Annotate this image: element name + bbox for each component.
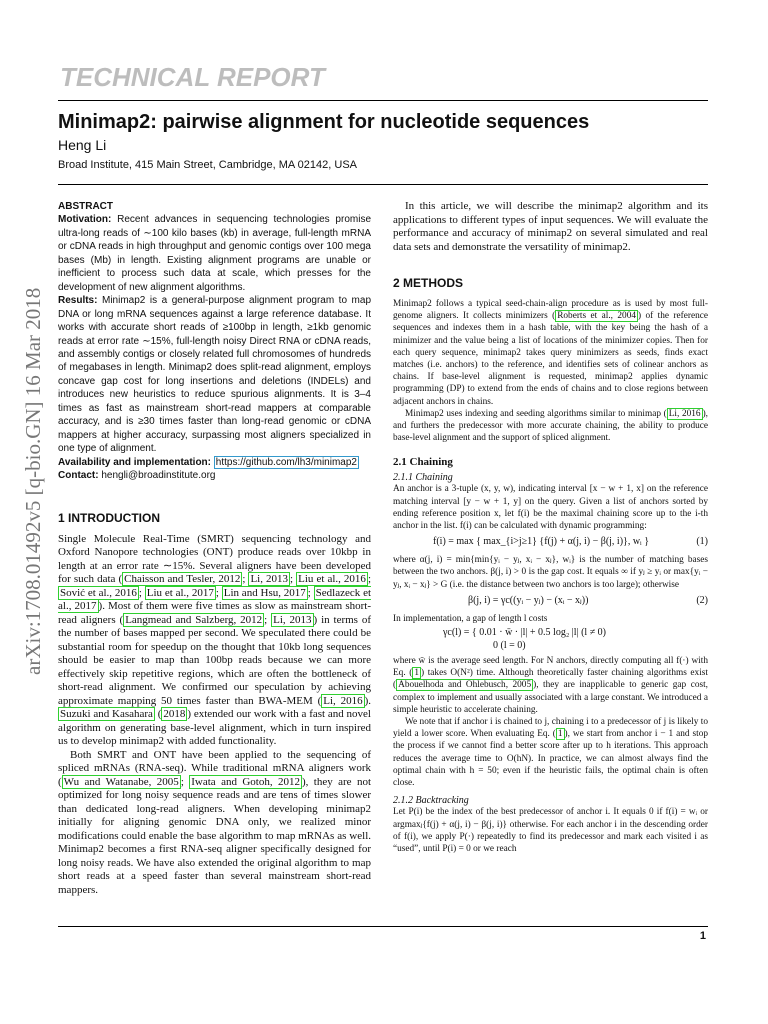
paper-title: Minimap2: pairwise alignment for nucleotide sequences	[58, 111, 590, 133]
page-number: 1	[699, 930, 706, 942]
abstract-results	[58, 294, 371, 455]
citation-link[interactable]: Langmead and Salzberg, 2012	[125, 613, 263, 626]
section-2-1-2-heading: 2.1.2 Backtracking	[393, 795, 469, 807]
right-intro-paragraph: In this article, we will describe the minimap2 algorithm and its applications to different types of input sequences. We will evaluate the performance and accuracy of minimap2 on several simulated and real data sets and demonstrate the versatility of minimap2.	[393, 200, 708, 253]
author-name: Heng Li	[58, 137, 107, 153]
citation-link[interactable]: Li, 2013	[273, 613, 312, 626]
citation-link[interactable]: Liu et al., 2017	[146, 586, 214, 599]
introduction-heading: 1 INTRODUCTION	[58, 510, 160, 525]
abstract-heading: ABSTRACT	[58, 201, 113, 212]
citation-link[interactable]: Iwata and Gotoh, 2012	[191, 775, 300, 788]
right-column	[393, 200, 708, 855]
citation-link[interactable]: Chaisson and Tesler, 2012	[124, 573, 241, 586]
left-column	[58, 200, 371, 897]
results-text: Minimap2 is a general-purpose alignment program to map DNA or long mRNA sequences against a large reference database. It works with accurate short reads of ≥100bp in length, ≥1kb genomic reads at error rate ∼15%, full-length noisy Direct RNA or cDNA reads, and assembly contigs or closely related full chromosomes of hundreds of megabases in length. Minimap2 does split-read alignment, employs concave gap cost for long insertions and deletions (INDELs) and introduces new heuristics to reduce spurious alignments. It is 3–4 times as fast as mainstream short-read mappers at comparable accuracy, and is ≥30 times faster than long-read genomic or cDNA mappers at higher accuracy, surpassing most aligners specialized in one type of alignment.	[58, 295, 372, 455]
affiliation-rule	[58, 184, 708, 185]
equation-1: f(i) = max { max_{i>j≥1} {f(j) + α(j, i) − β(j, i)}, wᵢ } (1)	[433, 536, 708, 548]
motivation-text: Recent advances in sequencing technologies promise ultra-long reads of ∼100 kilo bases (kb) in average, full-length mRNA or cDNA reads in high throughput and genomic contigs over 100 mega bases (Mb) in length. Existing alignment programs are unable or inefficient to process such data at scale, which presses for the development of new alignment algorithms.	[58, 214, 372, 293]
contact-email: hengli@broadinstitute.org	[101, 470, 216, 482]
chaining-paragraph-5: We note that if anchor i is chained to j, chaining i to a predecessor of j is likely to yield a lower score. When evaluating Eq. ( 1 ), we start from anchor i − 1 and stop the process if we cannot find a better score after up to h iterations. This approach reduces the average time to O(hN). In practice, we can almost always find the optimal chain with h = 50; even if the heuristic fails, the optimal chain is often close.	[393, 717, 709, 789]
citation-link[interactable]: Abouelhoda and Ohlebusch, 2005	[398, 680, 532, 691]
citation-link[interactable]: Sedlazeck et al., 2017	[58, 586, 372, 613]
citation-link[interactable]: Suzuki and Kasahara	[60, 708, 153, 721]
abstract-availability	[58, 456, 371, 469]
chaining-paragraph-3: In implementation, a gap of length l costs	[393, 613, 548, 624]
section-2-1-heading: 2.1 Chaining	[393, 456, 453, 469]
section-2-1-1-heading: 2.1.1 Chaining	[393, 472, 453, 484]
chaining-paragraph-4: where w̄ is the average seed length. For N anchors, directly computing all f(·) with Eq. ( 1 ) takes O(N²) time. Although theoretically faster chaining algorithms exist ( Abouelhoda and Ohlebusch, 2005 ), they are inapplicable to generic gap cost, complex to implement and usually associated with a large constant. We introduced a simple heuristic to accelerate chaining.	[393, 656, 708, 715]
chaining-paragraph-1: An anchor is a 3-tuple (x, y, w), indicating interval [x − w + 1, x] on the reference matching interval [y − w + 1, y] on the query. Given a list of anchors sorted by ending reference position x, let f(i) be the maximal chaining score up to the i-th anchor in the list. f(i) can be calculated with dynamic programming:	[393, 484, 708, 532]
abstract-motivation	[58, 213, 371, 294]
citation-link[interactable]: Li, 2013	[250, 573, 289, 586]
contact-label: Contact:	[58, 470, 99, 482]
methods-paragraph-1: Minimap2 follows a typical seed-chain-align procedure as is used by most full-genome aligners. It collects minimizers ( Roberts et al., 2004 ) of the reference sequences and indexes them in a hash table, with the key being the hash of a minimizer and the value being a list of locations of the minimizer copies. Then for each query sequence, minimap2 takes query minimizers as seeds, finds exact matches (i.e. anchors) to the reference, and identifies sets of colinear anchors as chains. If base-level alignment is requested, minimap2 applies dynamic programming (DP) to extend from the ends of chains and to close regions between adjacent anchors in chains.	[393, 299, 708, 407]
methods-paragraph-2: Minimap2 uses indexing and seeding algorithms similar to minimap ( Li, 2016 ), and furthers the predecessor with more accurate chaining, the ability to produce base-level alignment and the support of spliced alignment.	[393, 408, 708, 444]
availability-label: Availability and implementation:	[58, 456, 211, 468]
citation-link[interactable]: Roberts et al., 2004	[557, 311, 636, 322]
citation-link[interactable]: Wu and Watanabe, 2005	[63, 775, 179, 788]
equation-reference-link[interactable]: 1	[414, 668, 420, 679]
chaining-paragraph-2: where α(j, i) = min{min{yᵢ − yⱼ, xᵢ − xⱼ}, wᵢ} is the number of matching bases between the two anchors. β(j, i) > 0 is the gap cost. It equals ∞ if yⱼ ≥ yᵢ or max{yᵢ − yⱼ, xᵢ − xⱼ} > G (i.e. the distance between two anchors is too large); otherwise	[393, 555, 708, 590]
abstract-contact	[58, 469, 371, 482]
motivation-label: Motivation:	[58, 214, 112, 226]
affiliation: Broad Institute, 415 Main Street, Cambridge, MA 02142, USA	[58, 159, 357, 171]
technical-report-label: TECHNICAL REPORT	[60, 62, 325, 92]
citation-link[interactable]: Sović et al., 2016	[60, 586, 137, 599]
citation-link[interactable]: Lin and Hsu, 2017	[223, 586, 306, 599]
citation-link[interactable]: Li, 2016	[323, 694, 363, 707]
intro-paragraph-1: Single Molecule Real-Time (SMRT) sequencing technology and Oxford Nanopore technologies (ONT) produce reads over 10kbp in length at an error rate ∼15%. Several aligners have been developed for such data ( Chaisson and Tesler, 2012 ; Li, 2013 ; Liu et al., 2016 ; Sović et al., 2016 ; Liu et al., 2017 ; Lin and Hsu, 2017 ; Sedlazeck et al., 2017 ). Most of them were five times as slow as mainstream short-read aligners ( Langmead and Salzberg, 2012 ; Li, 2013 ) in terms of the number of bases mapped per second. We speculated there could be substantial room for speedup on the thought that 10kb long sequences should be easier to map than 100bp reads because we can more effectively skip repetitive regions, which are often the bottleneck of short-read alignment. We confirmed our speculation by achieving approximate mapping 50 times faster than BWA-MEM ( Li, 2016 ). Suzuki and Kasahara ( 2018 ) extended our work with a fast and novel algorithm on generating base-level alignment, which in turn inspired us to develop minimap2 with added functionality.	[58, 532, 372, 748]
arxiv-stamp: arXiv:1708.01492v5 [q-bio.GN] 16 Mar 2018	[21, 287, 45, 675]
citation-link[interactable]: Liu et al., 2016	[298, 573, 366, 586]
citation-link[interactable]: 2018	[163, 708, 186, 721]
equation-2: β(j, i) = γc((yᵢ − yⱼ) − (xᵢ − xⱼ)) (2)	[468, 594, 708, 606]
methods-heading: 2 METHODS	[393, 276, 464, 290]
title-rule	[58, 100, 708, 101]
citation-link[interactable]: Li, 2016	[668, 408, 701, 419]
equation-3: γc(l) = { 0.01 · w̄ · |l| + 0.5 log₂ |l| (l ≠ 0) 0 (l = 0)	[443, 627, 607, 652]
equation-reference-link[interactable]: 1	[557, 729, 563, 740]
intro-paragraph-2: Both SMRT and ONT have been applied to the sequencing of spliced mRNAs (RNA-seq). While traditional mRNA aligners work ( Wu and Watanabe, 2005 ; Iwata and Gotoh, 2012 ), they are not optimized for long noisy sequence reads and are tens of times slower than dedicated long-read aligners. When developing minimap2 initially for aligning genomic DNA only, we realized minor modifications could enable the base algorithm to map mRNAs as well. Minimap2 becomes a first RNA-seq aligner specifically designed for long noisy reads. We have also extended the original algorithm to map short reads at a speed faster than several mainstream short-read mappers.	[58, 748, 372, 896]
github-link[interactable]: https://github.com/lh3/minimap2	[215, 456, 357, 468]
footer-rule	[58, 926, 708, 927]
backtracking-paragraph: Let P(i) be the index of the best predecessor of anchor i. It equals 0 if f(i) = wᵢ or argmaxⱼ{f(j) + α(j, i) − β(j, i)} otherwise. For each anchor i in the descending order of f(i), we apply P(·) repeatedly to find its predecessor and mark each visited i as “used”, until P(i) = 0 or we reach	[393, 807, 708, 854]
results-label: Results:	[58, 295, 98, 307]
